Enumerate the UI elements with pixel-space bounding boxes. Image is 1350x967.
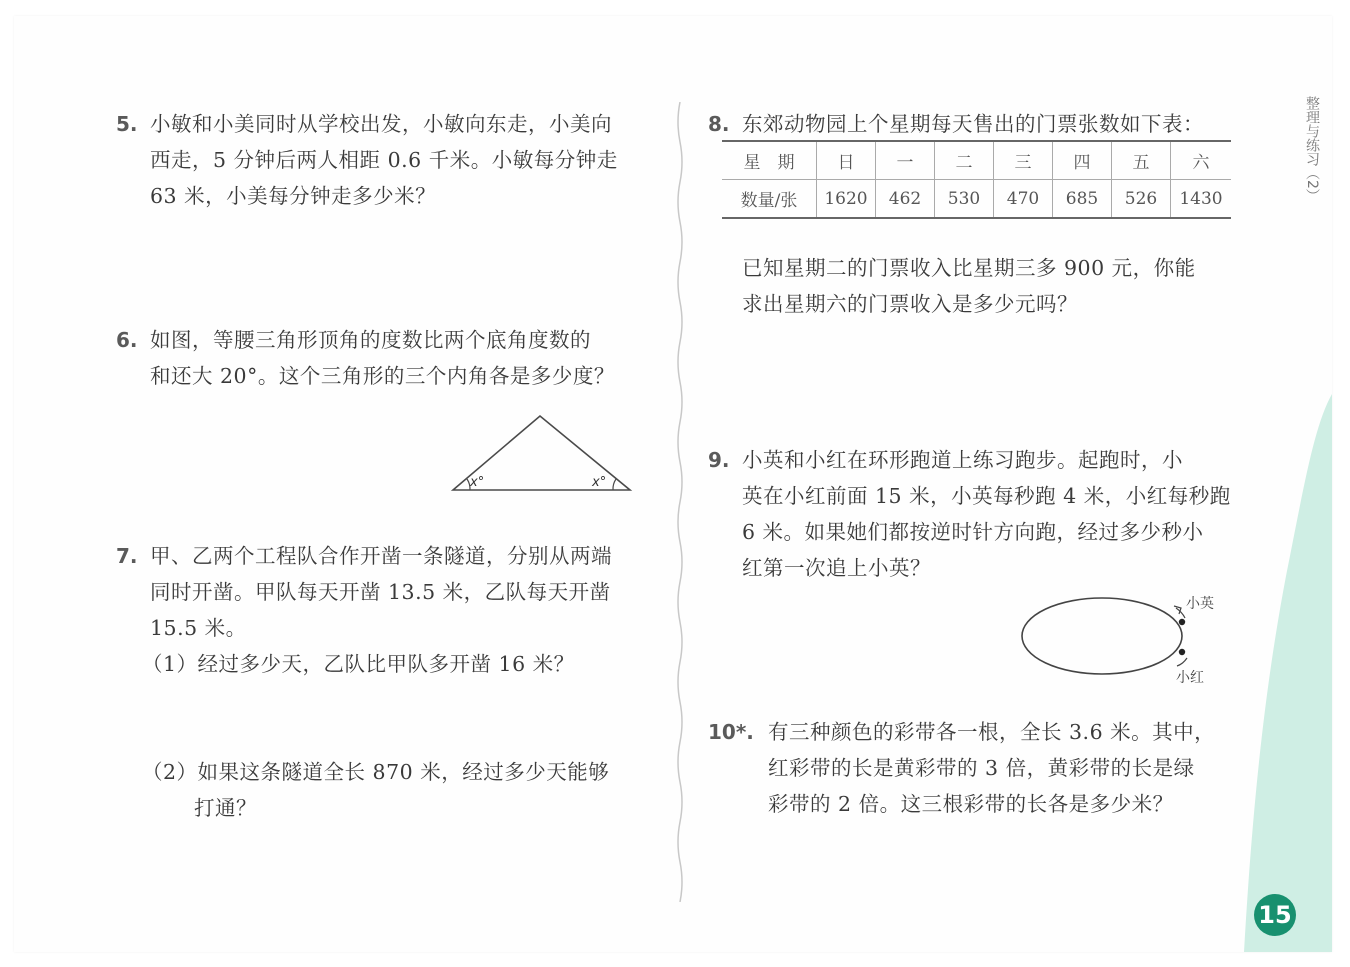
ticket-sales-table xyxy=(722,140,1231,219)
problem-9 xyxy=(708,442,1231,586)
label-xiaohong: 小红 xyxy=(1176,670,1204,686)
problem-text-line: 63 米，小美每分钟走多少米？ xyxy=(150,184,437,208)
problem-text-line: 小敏和小美同时从学校出发，小敏向东走，小美向 xyxy=(150,112,612,136)
table-cell: 三 xyxy=(994,141,1053,180)
problem-text-line: 和还大 20°。这个三角形的三个内角各是多少度？ xyxy=(150,364,615,388)
table-cell: 526 xyxy=(1112,180,1171,219)
problem-intro: 东郊动物园上个星期每天售出的门票张数如下表： xyxy=(742,112,1204,136)
problem-10 xyxy=(708,714,1216,822)
problem-7-question-1: （1）经过多少天，乙队比甲队多开凿 16 米？ xyxy=(142,652,575,676)
problem-text-line: 15.5 米。 xyxy=(150,616,247,640)
angle-label-right: x° xyxy=(592,475,607,490)
section-side-label: 整理与练习（2） xyxy=(1304,96,1320,203)
problem-text-line: 同时开凿。甲队每天开凿 13.5 米，乙队每天开凿 xyxy=(150,580,611,604)
table-cell: 1430 xyxy=(1171,180,1232,219)
table-cell: 四 xyxy=(1053,141,1112,180)
page-number-badge: 15 xyxy=(1254,894,1296,936)
problem-6 xyxy=(116,322,615,394)
table-cell: 数量/张 xyxy=(722,180,817,219)
problem-text-line: 红第一次追上小英？ xyxy=(742,556,931,580)
problem-7-question-2-cont: 打通？ xyxy=(194,796,257,820)
problem-number: 6. xyxy=(116,328,138,352)
problem-text-line: 如图，等腰三角形顶角的度数比两个底角度数的 xyxy=(150,328,591,352)
problem-number: 8. xyxy=(708,112,730,136)
problem-8 xyxy=(708,106,1204,142)
table-cell: 二 xyxy=(935,141,994,180)
isosceles-triangle-figure xyxy=(448,410,638,500)
label-xiaoying: 小英 xyxy=(1186,596,1214,612)
problem-text-line: 已知星期二的门票收入比星期三多 900 元，你能 xyxy=(742,256,1196,280)
angle-label-left: x° xyxy=(470,475,485,490)
circular-track-figure xyxy=(1016,588,1226,688)
problem-text-line: 6 米。如果她们都按逆时针方向跑，经过多少秒小 xyxy=(742,520,1204,544)
problem-7-question-2: （2）如果这条隧道全长 870 米，经过多少天能够 xyxy=(142,760,610,784)
problem-text-line: 英在小红前面 15 米，小英每秒跑 4 米，小红每秒跑 xyxy=(742,484,1231,508)
problem-8-question xyxy=(742,250,1196,322)
table-row xyxy=(722,180,1231,219)
problem-number: 10*. xyxy=(708,720,754,744)
problem-text-line: 彩带的 2 倍。这三根彩带的长各是多少米？ xyxy=(768,792,1174,816)
table-cell: 1620 xyxy=(817,180,876,219)
table-cell: 462 xyxy=(876,180,935,219)
problem-text-line: 求出星期六的门票收入是多少元吗？ xyxy=(742,292,1078,316)
problem-text-line: 红彩带的长是黄彩带的 3 倍，黄彩带的长是绿 xyxy=(768,756,1195,780)
table-cell: 日 xyxy=(817,141,876,180)
problem-text-line: 有三种颜色的彩带各一根，全长 3.6 米。其中， xyxy=(768,720,1216,744)
table-cell: 五 xyxy=(1112,141,1171,180)
table-header-row xyxy=(722,141,1231,180)
table-cell: 星 期 xyxy=(722,141,817,180)
problem-text-line: 甲、乙两个工程队合作开凿一条隧道，分别从两端 xyxy=(150,544,612,568)
table-cell: 470 xyxy=(994,180,1053,219)
problem-text-line: 小英和小红在环形跑道上练习跑步。起跑时，小 xyxy=(742,448,1183,472)
problem-number: 5. xyxy=(116,112,138,136)
problem-5 xyxy=(116,106,618,214)
table-cell: 一 xyxy=(876,141,935,180)
problem-number: 7. xyxy=(116,544,138,568)
problem-number: 9. xyxy=(708,448,730,472)
problem-7 xyxy=(116,538,612,646)
problem-text-line: 西走，5 分钟后两人相距 0.6 千米。小敏每分钟走 xyxy=(150,148,618,172)
table-cell: 530 xyxy=(935,180,994,219)
page-divider xyxy=(674,102,686,902)
table-cell: 685 xyxy=(1053,180,1112,219)
table-cell: 六 xyxy=(1171,141,1232,180)
